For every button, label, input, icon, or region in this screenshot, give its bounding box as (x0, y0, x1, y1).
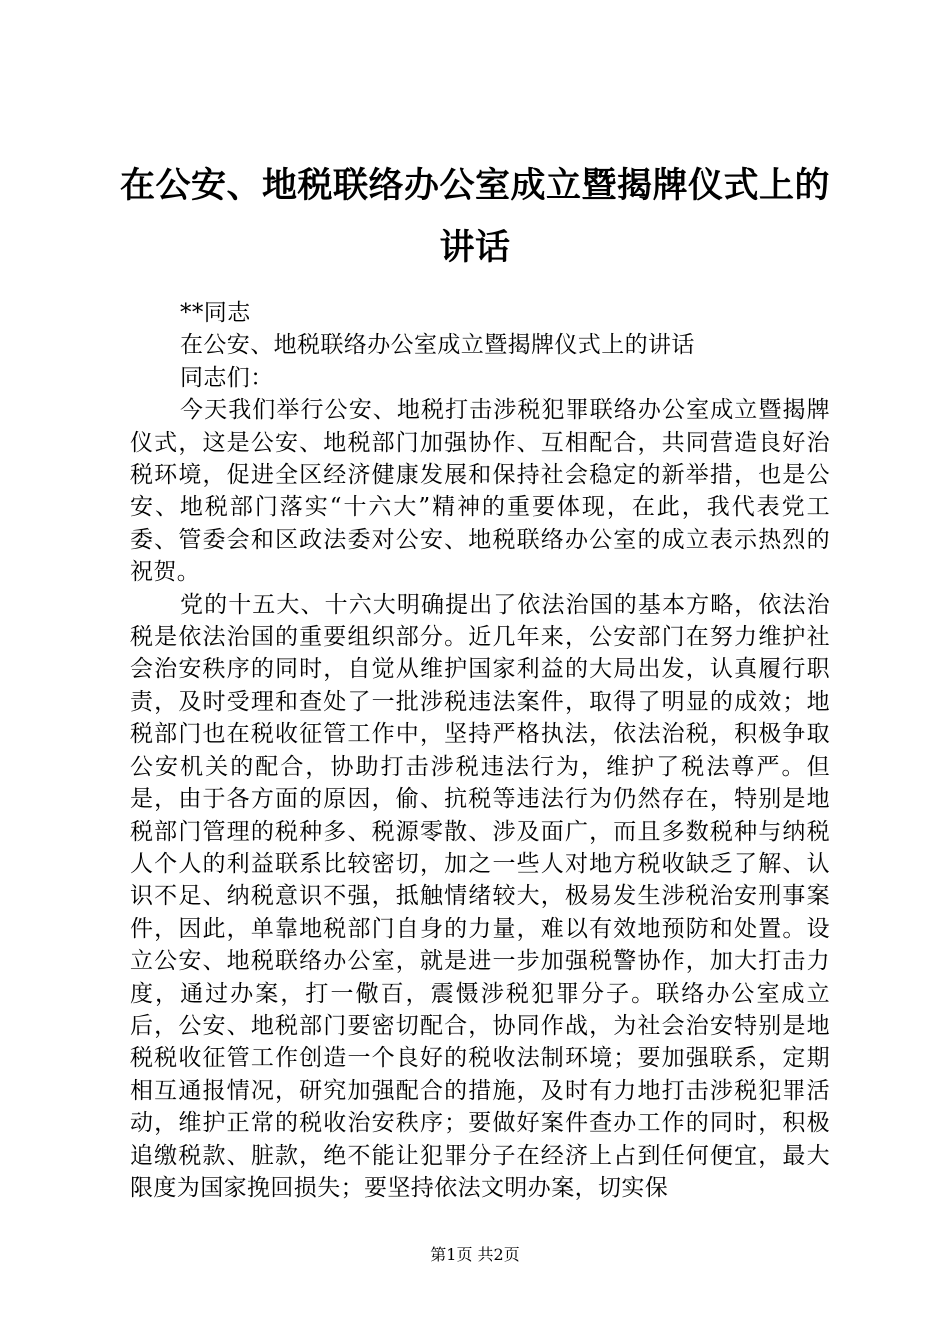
speaker-line: **同志 (180, 300, 251, 326)
title-line-1: 在公安、地税联络办公室成立暨揭牌仪式上的 (119, 165, 830, 206)
page-footer: 第1页 共2页 (430, 1245, 520, 1264)
paragraph-2: 党的十五大、十六大明确提出了依法治国的基本方略，依法治税是依法治国的重要组织部分。近几年来，公安部门在努力维护社会治安秩序的同时，自觉从维护国家利益的大局出发，认真履行职责，及时受理和查处了一批涉税违法案件，取得了明显的成效；地税部门也在税收征管工作中，坚持严格执法，依法治税，积极争取公安机关的配合，协助打击涉税违法行为，维护了税法尊严。但是，由于各方面的原因，偷、抗税等违法行为仍然存在，特别是地税部门管理的税种多、税源零散、涉及面广，而且多数税种与纳税人个人的利益联系比较密切，加之一些人对地方税收缺乏了解、认识不足、纳税意识不强，抵触情绪较大，极易发生涉税治安刑事案件，因此，单靠地税部门自身的力量，难以有效地预防和处置。设立公安、地税联络办公室，就是进一步加强税警协作，加大打击力度，通过办案，打一儆百，震慑涉税犯罪分子。联络办公室成立后，公安、地税部门要密切配合，协同作战，为社会治安特别是地税税收征管工作创造一个良好的税收法制环境；要加强联系，定期相互通报情况，研究加强配合的措施，及时有力地打击涉税犯罪活动，维护正常的税收治安秩序；要做好案件查办工作的同时，积极追缴税款、脏款，绝不能让犯罪分子在经济上占到任何便宜，最大限度为国家挽回损失；要坚持依法文明办案，切实保 (130, 591, 830, 1201)
paragraph-1: 今天我们举行公安、地税打击涉税犯罪联络办公室成立暨揭牌仪式，这是公安、地税部门加强协作、互相配合，共同营造良好治税环境，促进全区经济健康发展和保持社会稳定的新举措，也是公安、地税部门落实“十六大”精神的重要体现，在此，我代表党工委、管委会和区政法委对公安、地税联络办公室的成立表示热烈的祝贺。 (130, 397, 830, 586)
speech-subtitle: 在公安、地税联络办公室成立暨揭牌仪式上的讲话 (180, 332, 695, 359)
document-body (130, 297, 830, 1204)
document-title (100, 155, 850, 279)
title-line-2: 讲话 (439, 227, 511, 268)
salutation: 同志们： (180, 364, 274, 391)
